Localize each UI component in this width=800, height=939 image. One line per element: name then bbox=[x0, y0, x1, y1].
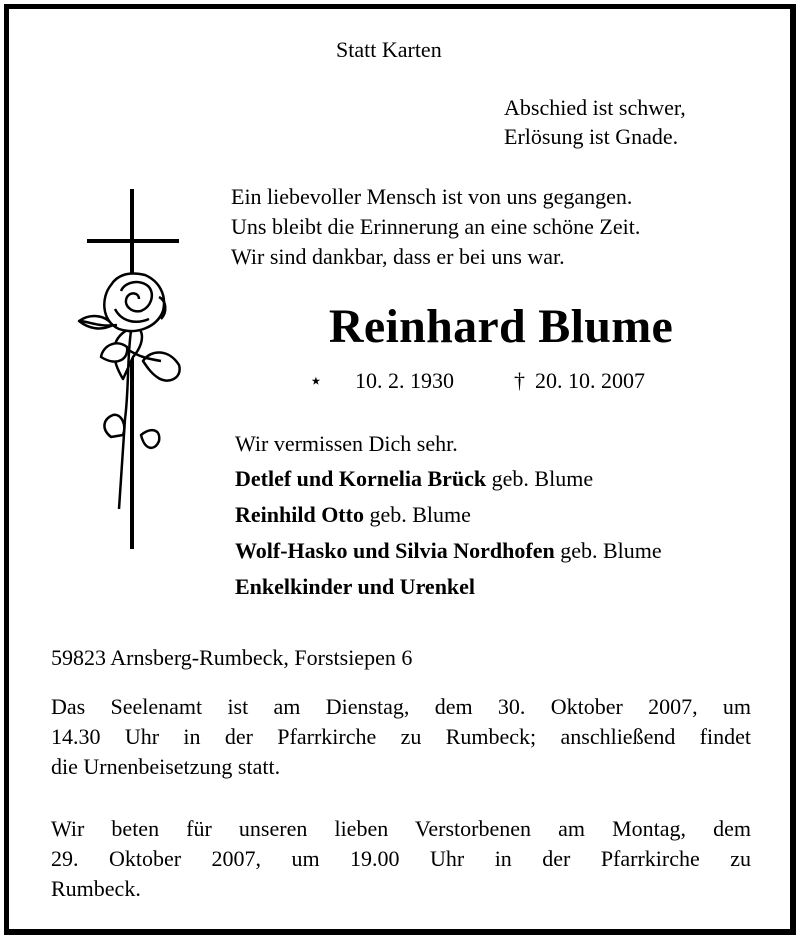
birth-date: 10. 2. 1930 bbox=[355, 368, 454, 393]
mourner-name: Reinhild Otto bbox=[235, 502, 364, 527]
mourner-line bbox=[235, 571, 475, 603]
mourner-name: Wolf-Hasko und Silvia Nordhofen bbox=[235, 538, 555, 563]
mourner-line bbox=[235, 535, 662, 567]
intro-line-1: Ein liebevoller Mensch ist von uns gegangen. bbox=[231, 184, 633, 209]
statt-karten-heading: Statt Karten bbox=[336, 37, 442, 62]
death-symbol: † bbox=[514, 368, 525, 393]
mourner-name: Detlef und Kornelia Brück bbox=[235, 466, 487, 491]
obituary-notice bbox=[4, 4, 796, 935]
cross-with-rose-icon bbox=[71, 189, 201, 559]
mourner-line bbox=[235, 499, 471, 531]
mourner-name: Enkelkinder und Urenkel bbox=[235, 574, 476, 599]
mourner-suffix: geb. Blume bbox=[554, 538, 662, 563]
prayer-line-2: 29. Oktober 2007, um 19.00 Uhr in der Pfarrkirche zu bbox=[51, 846, 751, 871]
intro-line-3: Wir sind dankbar, dass er bei uns war. bbox=[231, 244, 565, 269]
deceased-name: Reinhard Blume bbox=[328, 300, 674, 353]
service-line-3: die Urnenbeisetzung statt. bbox=[51, 754, 281, 779]
prayer-line-3: Rumbeck. bbox=[51, 876, 141, 901]
mourners-intro: Wir vermissen Dich sehr. bbox=[235, 431, 458, 456]
mourner-suffix: geb. Blume bbox=[363, 502, 471, 527]
prayer-line-1: Wir beten für unseren lieben Verstorbenen am Montag, dem bbox=[51, 816, 751, 841]
mourner-line bbox=[235, 463, 593, 495]
service-line-2: 14.30 Uhr in der Pfarrkirche zu Rumbeck; anschließend findet bbox=[51, 724, 751, 749]
birth-symbol: ⋆ bbox=[309, 368, 323, 393]
motto-line-2: Erlösung ist Gnade. bbox=[504, 124, 679, 149]
motto-line-1: Abschied ist schwer, bbox=[504, 95, 686, 120]
mourner-suffix: geb. Blume bbox=[486, 466, 594, 491]
intro-line-2: Uns bleibt die Erinnerung an eine schöne Zeit. bbox=[231, 214, 641, 239]
death-date: 20. 10. 2007 bbox=[535, 368, 645, 393]
service-line-1: Das Seelenamt ist am Dienstag, dem 30. Oktober 2007, um bbox=[51, 694, 751, 719]
address: 59823 Arnsberg-Rumbeck, Forstsiepen 6 bbox=[51, 645, 413, 670]
